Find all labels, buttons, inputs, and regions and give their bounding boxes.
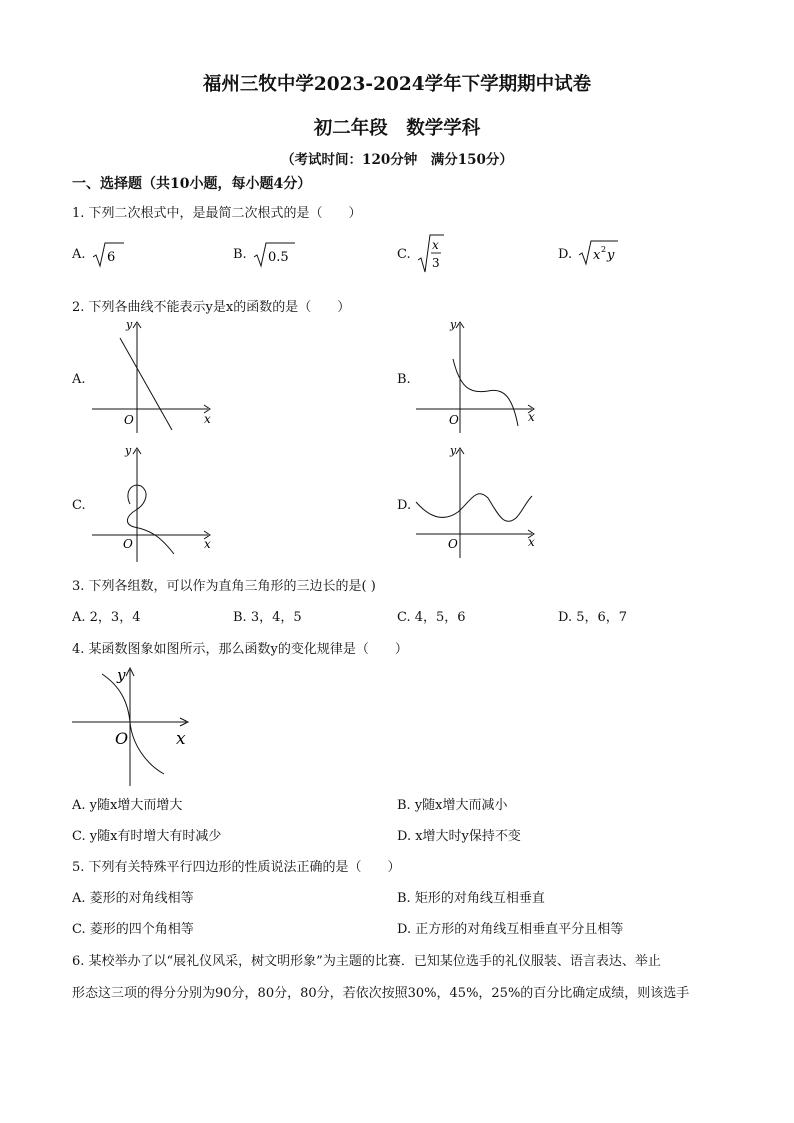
q1-option-d-radical bbox=[578, 238, 622, 268]
q2c-origin-label: O bbox=[123, 537, 133, 551]
q4-option-c: C. y随x有时增大有时减少 bbox=[72, 829, 222, 844]
q4-option-b: B. y随x增大而减小 bbox=[397, 798, 508, 813]
q1-option-b-label: B. bbox=[233, 247, 247, 262]
q2b-x-label: x bbox=[528, 410, 535, 424]
q1-option-b-radical bbox=[253, 240, 299, 270]
q2d-x-label: x bbox=[528, 535, 535, 549]
q5-option-a: A. 菱形的对角线相等 bbox=[72, 891, 194, 906]
question-1-stem: 1. 下列二次根式中，是最简二次根式的是（ ） bbox=[72, 206, 362, 221]
exam-info: （考试时间：120分钟 满分150分） bbox=[281, 152, 513, 168]
question-4-stem: 4. 某函数图象如图所示，那么函数y的变化规律是（ ） bbox=[72, 642, 408, 657]
q2-graph-a bbox=[88, 316, 220, 436]
q5-option-c: C. 菱形的四个角相等 bbox=[72, 922, 194, 937]
exam-subtitle: 初二年段 数学学科 bbox=[313, 118, 481, 139]
q2-option-a-label: A. bbox=[72, 372, 86, 387]
q2-option-c-label: C. bbox=[72, 498, 86, 513]
q2-option-d-label: D. bbox=[397, 498, 412, 513]
q5-option-d: D. 正方形的对角线互相垂直平分且相等 bbox=[397, 922, 624, 937]
q2d-origin-label: O bbox=[448, 537, 458, 551]
question-6-line-2: 形态这三项的得分分别为90分，80分，80分，若依次按照30%，45%，25%的百分比确定成绩，则该选手 bbox=[72, 986, 690, 1001]
q2-graph-b bbox=[412, 316, 546, 436]
q1-c-numerator: x bbox=[432, 238, 439, 252]
exam-title: 福州三牧中学2023-2024学年下学期期中试卷 bbox=[202, 74, 592, 95]
question-6-line-1: 6. 某校举办了以“展礼仪风采，树文明形象”为主题的比赛．已知某位选手的礼仪服装、语言表达、举止 bbox=[72, 954, 661, 969]
q2-graph-d bbox=[412, 442, 546, 566]
question-5-stem: 5. 下列有关特殊平行四边形的性质说法正确的是（ ） bbox=[72, 860, 401, 875]
q1-b-radicand: 0.5 bbox=[268, 250, 289, 265]
q2-option-b-label: B. bbox=[397, 372, 411, 387]
q2c-x-label: x bbox=[204, 537, 211, 551]
q3-option-b: B. 3，4，5 bbox=[233, 610, 302, 625]
q4-origin-label: O bbox=[115, 729, 129, 748]
q2a-y-label: y bbox=[126, 318, 133, 331]
q1-a-radicand: 6 bbox=[107, 250, 116, 265]
q1-d-exponent: 2 bbox=[601, 245, 607, 254]
q2a-x-label: x bbox=[204, 412, 211, 426]
question-2-stem: 2. 下列各曲线不能表示y是x的函数的是（ ） bbox=[72, 300, 351, 315]
question-3-stem: 3. 下列各组数，可以作为直角三角形的三边长的是( ) bbox=[72, 579, 376, 594]
q3-option-c: C. 4，5，6 bbox=[397, 610, 466, 625]
q4-x-label: x bbox=[176, 729, 186, 749]
section-title: 一、选择题（共10小题，每小题4分） bbox=[72, 176, 312, 192]
q4-y-label: y bbox=[117, 666, 126, 684]
q2-graph-c bbox=[88, 442, 220, 566]
q2d-y-label: y bbox=[450, 444, 457, 457]
q1-d-base: x bbox=[593, 248, 601, 263]
q3-option-a: A. 2，3，4 bbox=[72, 610, 141, 625]
q5-option-b: B. 矩形的对角线互相垂直 bbox=[397, 891, 545, 906]
q1-option-c-label: C. bbox=[397, 247, 411, 262]
q2c-y-label: y bbox=[125, 444, 132, 457]
q4-graph bbox=[68, 662, 200, 790]
q2b-origin-label: O bbox=[449, 413, 459, 427]
q1-option-d-label: D. bbox=[558, 247, 573, 262]
q4-option-a: A. y随x增大而增大 bbox=[72, 798, 183, 813]
q4-option-d: D. x增大时y保持不变 bbox=[397, 829, 521, 844]
q2a-origin-label: O bbox=[124, 413, 134, 427]
q3-option-d: D. 5，6，7 bbox=[558, 610, 628, 625]
q1-c-denominator: 3 bbox=[432, 256, 440, 270]
q1-option-c-radical bbox=[417, 232, 447, 276]
q1-d-variable: y bbox=[607, 248, 615, 263]
q2b-y-label: y bbox=[450, 318, 457, 331]
q1-option-a-radical bbox=[92, 240, 128, 270]
q1-option-a-label: A. bbox=[72, 247, 86, 262]
